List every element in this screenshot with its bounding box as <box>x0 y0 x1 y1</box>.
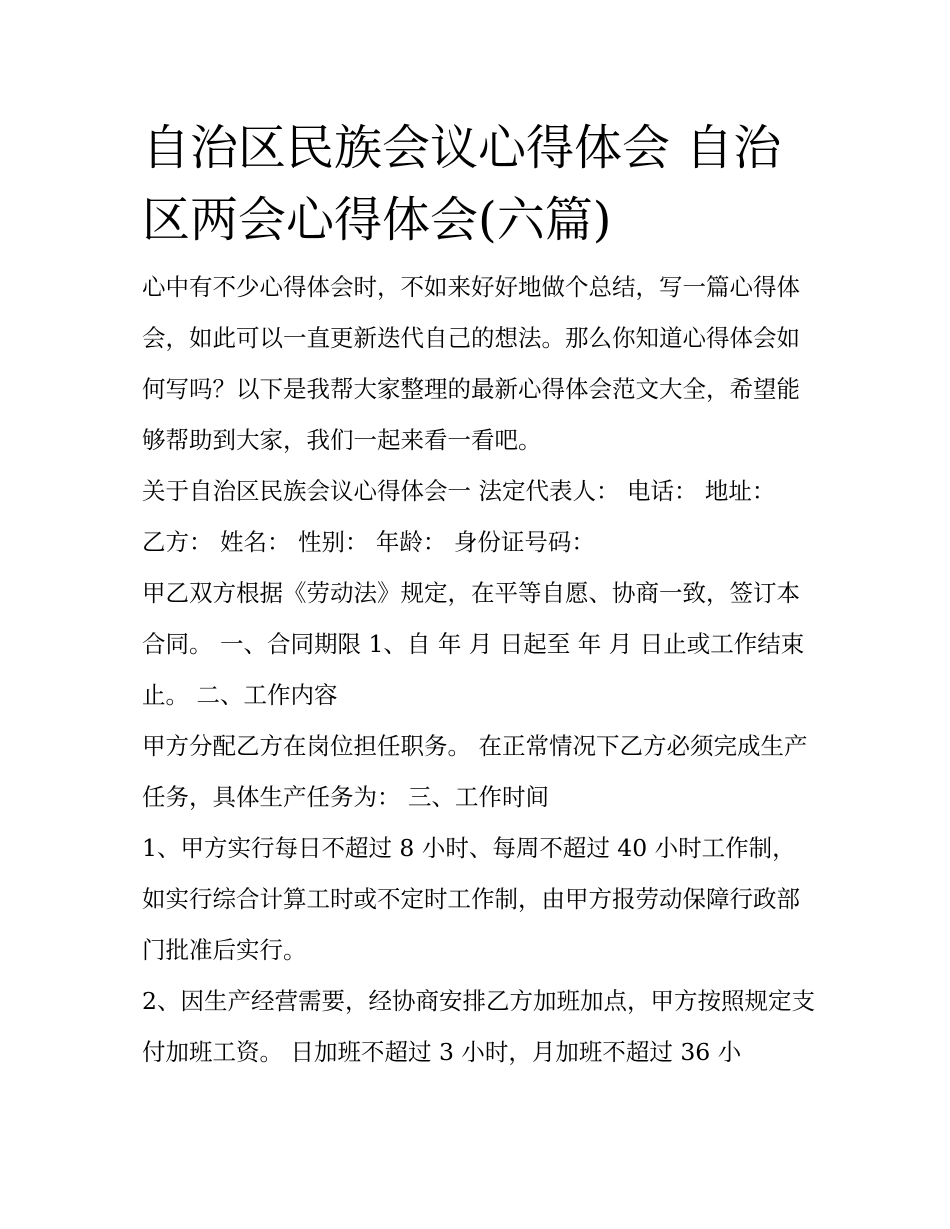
paragraph-party-b: 乙方： 姓名： 性别： 年龄： 身份证号码： <box>142 528 595 556</box>
paragraph-heading-one: 关于自治区民族会议心得体会一 法定代表人： 电话： 地址： <box>142 477 776 505</box>
document-body <box>142 112 818 1078</box>
paragraph-intro: 心中有不少心得体会时，不如来好好地做个总结，写一篇心得体会，如此可以一直更新迭代自己的想法。那么你知道心得体会如何写吗？以下是我帮大家整理的最新心得体会范文大全，希望能够帮助到大家，我们一起来看一看吧。 <box>142 273 800 454</box>
document-title: 自治区民族会议心得体会 自治区两会心得体会(六篇) <box>142 120 782 248</box>
paragraph-work-hours-1: 1、甲方实行每日不超过 8 小时、每周不超过 40 小时工作制，如实行综合计算工时或不定时工作制，由甲方报劳动保障行政部门批准后实行。 <box>142 834 800 964</box>
paragraph-work-content: 甲方分配乙方在岗位担任职务。 在正常情况下乙方必须完成生产任务，具体生产任务为： 三、工作时间 <box>142 732 808 811</box>
paragraph-work-hours-2: 2、因生产经营需要，经协商安排乙方加班加点，甲方按照规定支付加班工资。 日加班不超过 3 小时，月加班不超过 36 小 <box>142 987 815 1066</box>
paragraph-contract-term: 甲乙双方根据《劳动法》规定，在平等自愿、协商一致，签订本合同。 一、合同期限 1、自 年 月 日起至 年 月 日止或工作结束止。 二、工作内容 <box>142 579 805 709</box>
